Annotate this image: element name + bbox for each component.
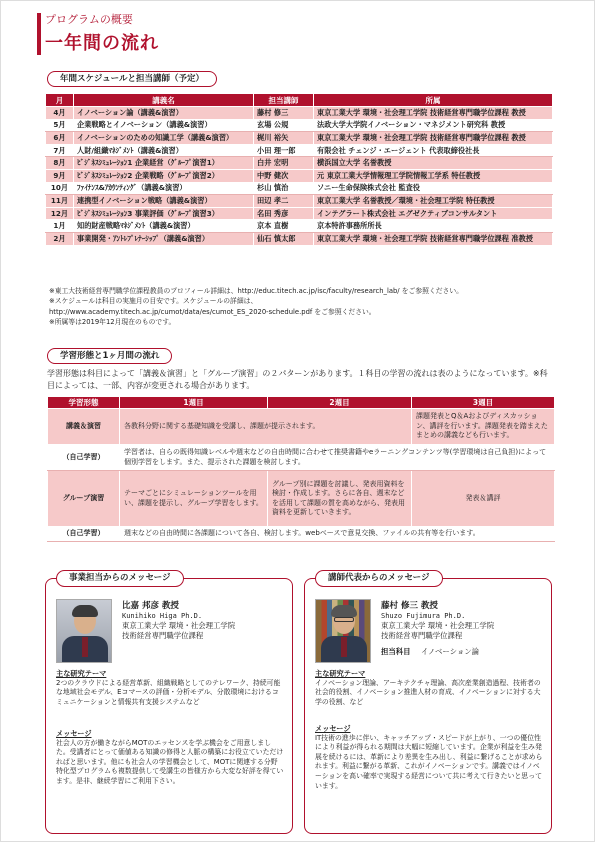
col-style: 学習形態 — [48, 397, 120, 409]
portrait-photo — [315, 599, 371, 663]
message-box-left — [45, 573, 293, 834]
col-week2: 2週目 — [268, 397, 412, 409]
subject-label: 担当科目 — [381, 647, 411, 656]
row-affiliation: 法政大学大学院イノベーション・マネジメント研究科 教授 — [314, 119, 553, 132]
flow-cell: グループ別に課題を討議し、発表用資料を検討・作成します。さらに各自、週末などを活用して課題の質を高めながら、発表用資料を更新していきます。 — [268, 471, 412, 527]
table-row — [46, 132, 553, 145]
speaker-affiliation: 技術経営専門職学位課程 — [122, 631, 204, 640]
row-course: 知的財産戦略ﾏﾈｼﾞﾒﾝﾄ（講義&演習） — [74, 220, 254, 233]
row-course: イノベーション論（講義&演習） — [74, 107, 254, 120]
message-heading: メッセージ — [56, 729, 92, 738]
message-box-title: 事業担当からのメッセージ — [56, 570, 184, 587]
speaker-identity — [122, 601, 235, 641]
note-line: ※スケジュールは科目の実施月の目安です。スケジュールの詳細は、 — [49, 297, 258, 306]
row-course: 連携型イノベーション戦略（講義&演習） — [74, 195, 254, 208]
row-lecturer: 白井 宏明 — [254, 157, 314, 170]
research-text: イノベーション理論、アーキテクチャ理論、高次産業創造過程、技術者の社会的役割、イノベーション推進人材の育成、イノベーションに対する大学の役割、など — [315, 678, 541, 706]
message-text: 社会人の方が働きながらMOTのエッセンスを学ぶ機会をご用意しました。受講者にとって価値ある知識の修得と人脈の構築にお役立ていただければと思います。他にも社会人の学習機会として、MOTに関連する分野特化型プログラムも複数提供して受講生の皆様方から大変な好評を得ています。是非、継続学習にご利用下さい。 — [56, 738, 284, 785]
research-section — [315, 669, 543, 707]
row-affiliation: ソニー生命保険株式会社 監査役 — [314, 182, 553, 195]
flow-cell: 各教科分野に関する基礎知識を受講し、課題が提示されます。 — [120, 409, 412, 445]
schedule-table — [45, 93, 553, 246]
table-row — [46, 157, 553, 170]
portrait-photo — [56, 599, 112, 663]
flow-cell: 学習者は、自らの既得知識レベルや週末などの自由時間に合わせて推奨書籍やeラーニングコンテンツ等(学習環境は自己負担)によって個別学習をします。また、提示された課題を検討します。 — [120, 445, 555, 471]
row-affiliation: 東京工業大学 環境・社会理工学院 技術経営専門職学位課程 教授 — [314, 132, 553, 145]
row-month: 11月 — [46, 195, 74, 208]
row-affiliation: 元 東京工業大学情報理工学院情報工学系 特任教授 — [314, 169, 553, 182]
flow-label: グループ演習 — [48, 471, 120, 527]
flow-row-group — [48, 471, 555, 527]
research-text: 2つのクラウドによる経営革新、組織戦略としてのテレワーク、持続可能な地域社会モデル、Eコマースの評価・分析モデル、分散環境におけるコミュニケーションと情報共有支援システムなど — [56, 678, 281, 706]
table-row — [46, 144, 553, 157]
row-lecturer: 玄場 公規 — [254, 119, 314, 132]
col-course: 講義名 — [74, 94, 254, 107]
flow-label: 講義＆演習 — [48, 409, 120, 445]
message-box-title: 講師代表からのメッセージ — [315, 570, 443, 587]
schedule-heading: 年間スケジュールと担当講師（予定） — [47, 71, 217, 87]
row-lecturer: 仙石 慎太郎 — [254, 232, 314, 245]
portrait-hair — [331, 605, 357, 617]
portrait-hair — [72, 605, 98, 617]
speaker-name: 藤村 修三 教授 — [381, 601, 438, 611]
row-course: ﾌｧｲﾅﾝｽ&ｱｶｳﾝﾃｨﾝｸﾞ（講義&演習） — [74, 182, 254, 195]
col-week1: 1週目 — [120, 397, 268, 409]
speaker-affiliation: 東京工業大学 環境・社会理工学院 — [381, 621, 495, 630]
flow-cell: 課題発表とQ＆Aおよびディスカッション、講評を行います。課題発表を踏まえたまとめの講義なども行います。 — [412, 409, 555, 445]
speaker-name: 比嘉 邦彦 教授 — [122, 601, 179, 611]
row-month: 5月 — [46, 119, 74, 132]
flow-label: （自己学習） — [48, 527, 120, 542]
portrait-tie — [82, 637, 88, 657]
note-line: ※東工大技術経営専門職学位課程教員のプロフィール詳細は、http://educ.titech.ac.jp/isc/faculty/research_lab/ をご参照ください。 — [49, 287, 463, 295]
table-row — [46, 169, 553, 182]
row-month: 12月 — [46, 207, 74, 220]
row-affiliation: 有限会社 チェンジ・エージェント 代表取締役社長 — [314, 144, 553, 157]
portrait-glasses — [334, 617, 354, 622]
col-lecturer: 担当講師 — [254, 94, 314, 107]
row-month: 4月 — [46, 107, 74, 120]
row-course: 人財/組織ﾏﾈｼﾞﾒﾝﾄ（講義&演習） — [74, 144, 254, 157]
research-heading: 主な研究テーマ — [315, 669, 366, 678]
row-lecturer: 中野 健次 — [254, 169, 314, 182]
row-month: 1月 — [46, 220, 74, 233]
row-lecturer: 名田 秀彦 — [254, 207, 314, 220]
row-affiliation: 京本特許事務所所長 — [314, 220, 553, 233]
row-lecturer: 田辺 孝二 — [254, 195, 314, 208]
research-section — [56, 669, 284, 707]
row-lecturer: 杉山 慎治 — [254, 182, 314, 195]
flow-cell: 週末などの自由時間に各課題について各自、検討します。webベースで意見交換、ファイルの共有等を行います。 — [120, 527, 555, 542]
portrait-tie — [341, 637, 347, 657]
flow-label: （自己学習） — [48, 445, 120, 471]
message-section — [56, 729, 284, 787]
row-course: ﾋﾞｼﾞﾈｽｼﾐｭﾚｰｼｮﾝ1 企業経営（ｸﾞﾙｰﾌﾟ演習1） — [74, 157, 254, 170]
speaker-affiliation: 技術経営専門職学位課程 — [381, 631, 463, 640]
speaker-subject — [381, 647, 494, 657]
col-week3: 3週目 — [412, 397, 555, 409]
row-affiliation: インテグラート株式会社 エグゼクティブコンサルタント — [314, 207, 553, 220]
row-month: 7月 — [46, 144, 74, 157]
research-heading: 主な研究テーマ — [56, 669, 107, 678]
flow-row-self-study — [48, 445, 555, 471]
row-affiliation: 横浜国立大学 名誉教授 — [314, 157, 553, 170]
row-course: ﾋﾞｼﾞﾈｽｼﾐｭﾚｰｼｮﾝ3 事業評価（ｸﾞﾙｰﾌﾟ演習3） — [74, 207, 254, 220]
flow-heading: 学習形態と1ヶ月間の流れ — [47, 348, 172, 364]
learning-flow-table — [47, 396, 555, 542]
page-title: 一年間の流れ — [45, 33, 159, 54]
table-row — [46, 107, 553, 120]
speaker-identity — [381, 601, 494, 657]
header-subtitle: プログラムの概要 — [45, 13, 133, 26]
flow-row-lecture — [48, 409, 555, 445]
row-affiliation: 東京工業大学 環境・社会理工学院 技術経営専門職学位課程 教授 — [314, 107, 553, 120]
schedule-notes — [49, 286, 559, 328]
row-month: 9月 — [46, 169, 74, 182]
note-line: ※所属等は2019年12月現在のものです。 — [49, 318, 176, 327]
table-row — [46, 119, 553, 132]
row-lecturer: 京本 直樹 — [254, 220, 314, 233]
flow-header-row — [48, 397, 555, 409]
col-affiliation: 所属 — [314, 94, 553, 107]
flow-intro: 学習形態は科目によって「講義＆演習」と「グループ演習」の２パターンがあります。１科目の学習の流れは表のようになっています。※科目によっては、一部、内容が変更される場合があります。 — [47, 369, 548, 390]
message-heading: メッセージ — [315, 724, 351, 733]
note-line: http://www.academy.titech.ac.jp/cumot/data/es/cumot_ES_2020-schedule.pdf をご参照ください。 — [49, 307, 376, 316]
flow-cell: テーマごとにシミュレーションツールを用い、課題を提示し、グループ学習をします。 — [120, 471, 268, 527]
table-row — [46, 195, 553, 208]
row-affiliation: 東京工業大学 名誉教授／環境・社会理工学院 特任教授 — [314, 195, 553, 208]
row-course: イノベーションのための知識工学（講義&演習） — [74, 132, 254, 145]
row-affiliation: 東京工業大学 環境・社会理工学院 技術経営専門職学位課程 准教授 — [314, 232, 553, 245]
table-row — [46, 207, 553, 220]
row-course: ﾋﾞｼﾞﾈｽｼﾐｭﾚｰｼｮﾝ2 企業戦略（ｸﾞﾙｰﾌﾟ演習2） — [74, 169, 254, 182]
row-month: 6月 — [46, 132, 74, 145]
row-month: 10月 — [46, 182, 74, 195]
flow-cell: 発表＆講評 — [412, 471, 555, 527]
row-lecturer: 小田 理一郎 — [254, 144, 314, 157]
speaker-roman-name: Shuzo Fujimura Ph.D. — [381, 612, 466, 620]
header-accent-bar — [37, 13, 41, 55]
table-row — [46, 182, 553, 195]
flow-row-self-study-2 — [48, 527, 555, 542]
row-lecturer: 藤村 修三 — [254, 107, 314, 120]
speaker-affiliation: 東京工業大学 環境・社会理工学院 — [122, 621, 236, 630]
row-lecturer: 梶川 裕矢 — [254, 132, 314, 145]
speaker-roman-name: Kunihiko Higa Ph.D. — [122, 612, 203, 620]
schedule-header-row — [46, 94, 553, 107]
message-text: IT技術の進歩に伴い、キャッチアップ・スピードが上がり、一つの優位性により利益が得られる期間は大幅に短縮しています。企業が利益を生み発展を続けるには、革新により差異を生み出し、利益に繋げることが求められます。利益に繋がる革新、これがイノベーションです。講義ではイノベーションを高い確率で実現する経営について共に考えて行きたいと思っています。 — [315, 733, 543, 790]
subject-value: イノベーション論 — [420, 647, 480, 656]
row-month: 8月 — [46, 157, 74, 170]
table-row — [46, 232, 553, 245]
table-row — [46, 220, 553, 233]
message-section — [315, 724, 543, 791]
page-header — [45, 11, 159, 55]
col-month: 月 — [46, 94, 74, 107]
row-course: 事業開発・ｱﾝﾄﾚﾌﾟﾚﾅｰｼｯﾌﾟ（講義&演習） — [74, 232, 254, 245]
row-month: 2月 — [46, 232, 74, 245]
row-course: 企業戦略とイノベーション（講義&演習） — [74, 119, 254, 132]
message-box-right — [304, 573, 552, 834]
